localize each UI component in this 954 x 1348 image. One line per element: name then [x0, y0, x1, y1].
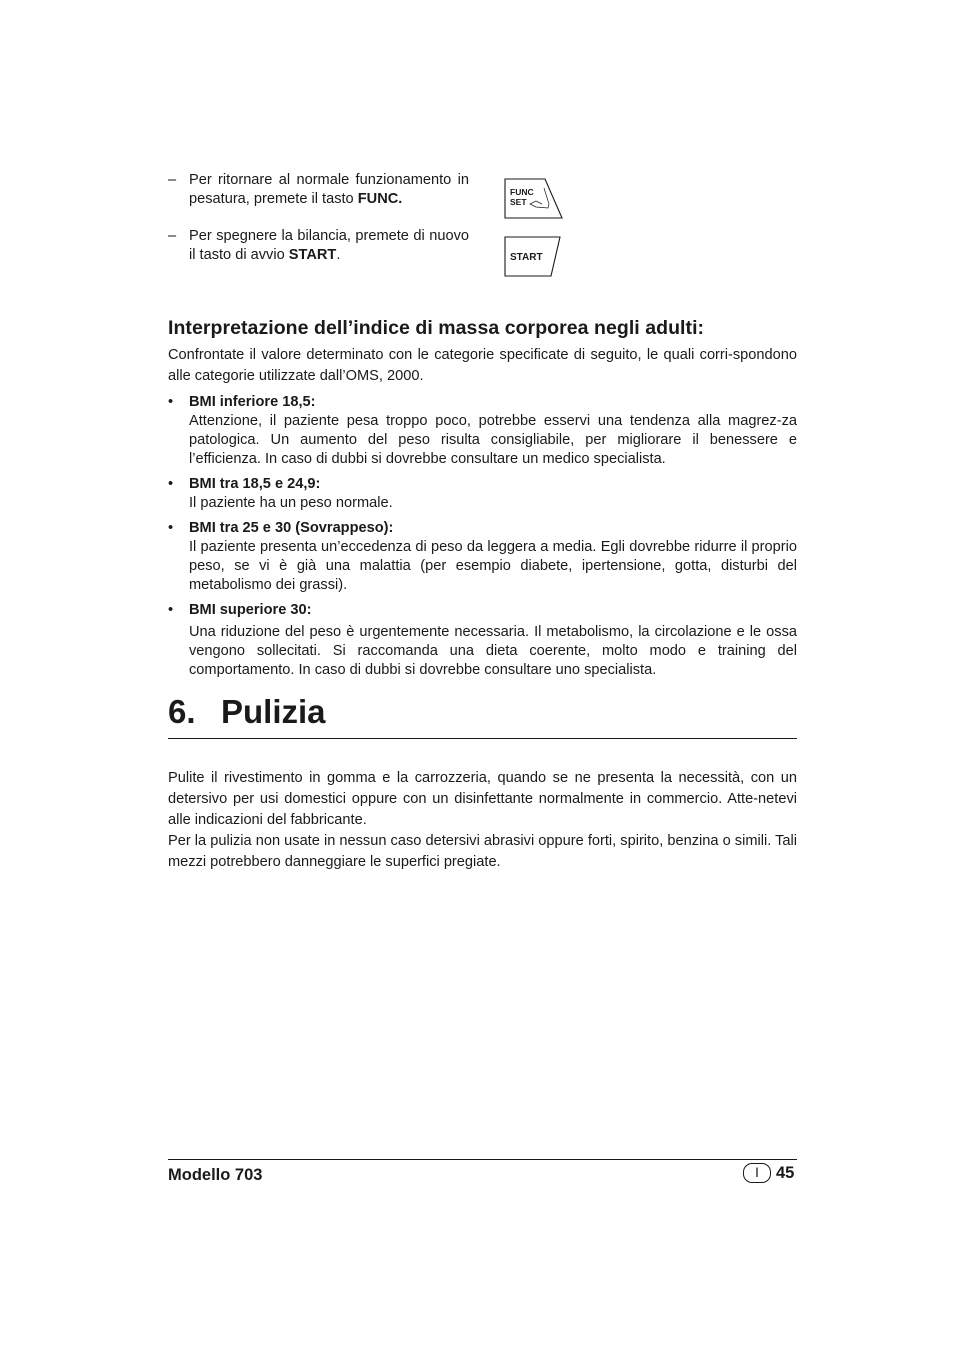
func-set-key-icon	[504, 178, 564, 220]
start-key-name: START	[288, 247, 337, 263]
instruction-text: Per spegnere la bilancia, premete di nuovo il tasto di avvio START.	[189, 228, 469, 263]
bullet-icon: •	[168, 476, 174, 492]
func-key-name: FUNC.	[357, 191, 403, 207]
dash-marker: –	[168, 172, 177, 188]
bmi-item-text: Una riduzione del peso è urgentemente necessaria. Il metabolismo, la circolazione e le ossa vengono sollecitati. Si raccomanda una dieta coerente, molto modo e training del comportamento. In caso di dubbi si dovrebbe consultare uno specialista.	[189, 624, 797, 678]
dash-marker: –	[168, 228, 177, 244]
section-title: Pulizia	[221, 693, 326, 730]
section-divider	[168, 738, 797, 739]
bmi-item-title: BMI inferiore 18,5:	[189, 394, 316, 410]
svg-text:START: START	[510, 252, 543, 263]
instruction-text: Per ritornare al normale funzionamento in pesatura, premete il tasto FUNC.	[189, 172, 469, 207]
footer-model: Modello 703	[168, 1166, 263, 1184]
bmi-item-text: Attenzione, il paziente pesa troppo poco, potrebbe esservi una tendenza alla magrez-za patologica. Un aumento del peso risulta consigliabile, per migliorare il benessere e l’efficienza. In caso di dubbi si dovrebbe consultare un medico specialista.	[189, 413, 797, 467]
cleaning-paragraph-2: Per la pulizia non usate in nessun caso detersivi abrasivi oppure forti, spirito, benzina o simili. Tali mezzi potrebbero danneggiare le superfici pregiate.	[168, 833, 797, 870]
cleaning-paragraph-1: Pulite il rivestimento in gomma e la carrozzeria, quando se ne presenta la necessità, con un detersivo per usi domestici oppure con un disinfettante normalmente in commercio. Atte-netevi alle indicazioni del fabbricante.	[168, 770, 797, 828]
bullet-icon: •	[168, 602, 174, 618]
section-heading	[168, 693, 326, 731]
footer-divider	[168, 1159, 797, 1160]
bmi-item-normal	[168, 475, 797, 513]
section-number: 6.	[168, 693, 196, 730]
bullet-icon: •	[168, 520, 174, 536]
svg-text:FUNC: FUNC	[510, 187, 534, 197]
bmi-item-title: BMI tra 18,5 e 24,9:	[189, 476, 321, 492]
bmi-intro: Confrontate il valore determinato con le categorie specificate di seguito, le quali corri-spondono alle categorie utilizzate dall’OMS, 2000.	[168, 347, 797, 384]
page-number: 45	[776, 1163, 795, 1182]
bmi-heading: Interpretazione dell’indice di massa corporea negli adulti:	[168, 317, 705, 339]
svg-text:SET: SET	[510, 197, 527, 207]
bmi-item-obese	[168, 601, 797, 680]
start-key-icon	[504, 236, 562, 278]
bmi-item-underweight	[168, 393, 797, 469]
bmi-item-text: Il paziente ha un peso normale.	[189, 495, 393, 511]
bmi-item-title: BMI superiore 30:	[189, 602, 312, 618]
instruction-start	[168, 227, 469, 265]
bmi-item-overweight	[168, 519, 797, 595]
footer-page-info	[743, 1163, 794, 1183]
instruction-func	[168, 171, 469, 209]
bmi-item-text: Il paziente presenta un’eccedenza di peso da leggera a media. Egli dovrebbe ridurre il proprio peso, se vi è già una malattia (per esempio diabete, ipertensione, gotta, disturbi del metabolismo dei grassi).	[189, 539, 797, 593]
bullet-icon: •	[168, 394, 174, 410]
language-badge: I	[743, 1163, 771, 1183]
bmi-item-title: BMI tra 25 e 30 (Sovrappeso):	[189, 520, 394, 536]
